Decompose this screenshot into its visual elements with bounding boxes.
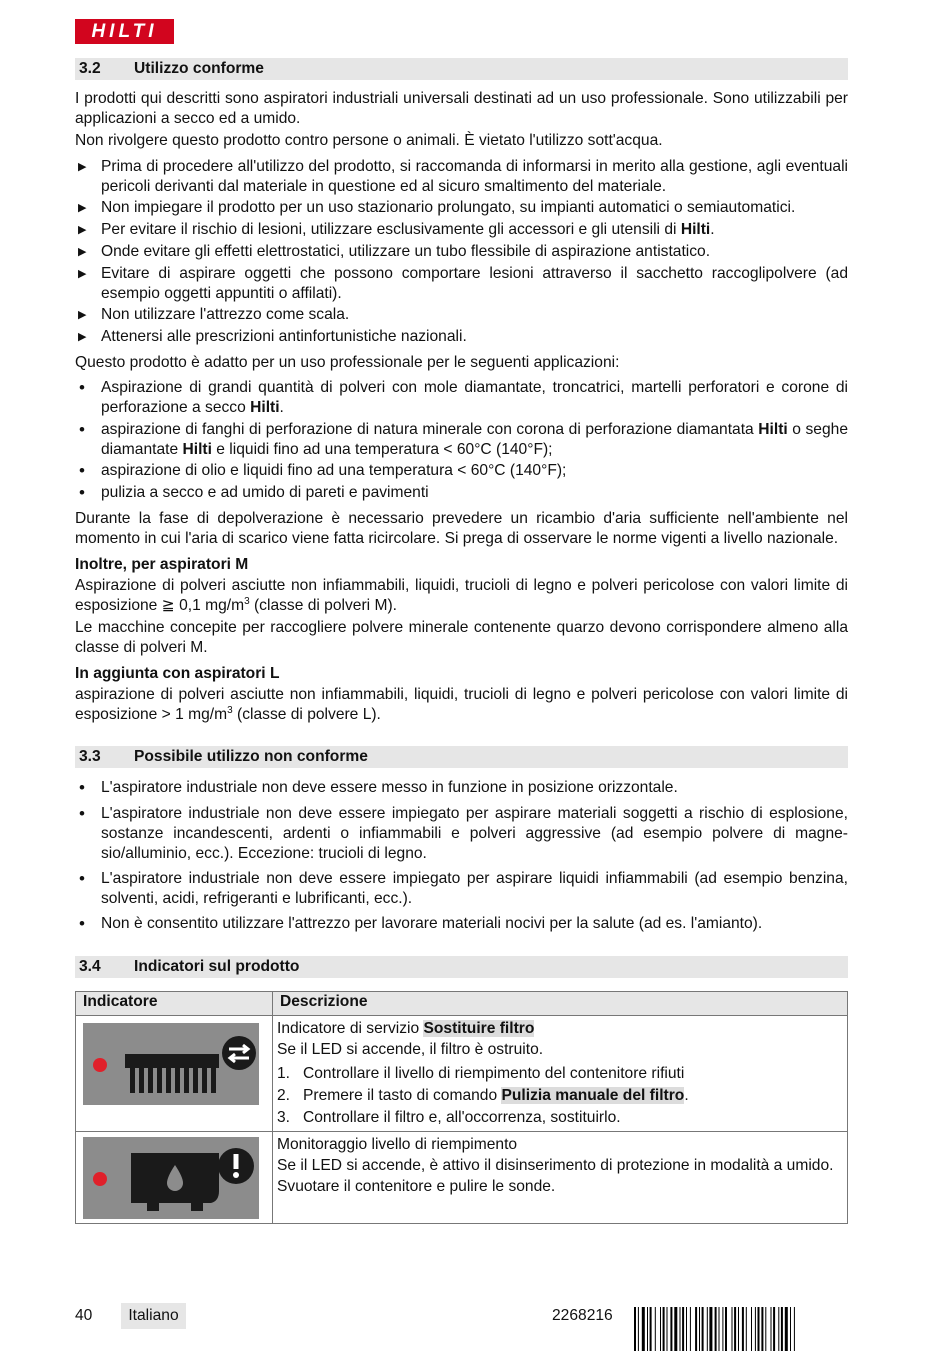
section-number: 3.3	[79, 748, 101, 765]
list-item-text: Non è consentito utilizzare l'attrezzo per lavorare materiali nocivi per la salute (ad es. l'amianto).	[101, 915, 763, 932]
text-run: e liquidi fino ad una temperatura < 60°C (140°F);	[211, 441, 553, 458]
text-run: o seghe diamantate	[101, 421, 848, 458]
superscript: 3	[227, 704, 233, 716]
indicator-meaning: Se il LED si accende, è attivo il disinserimento di protezione in modalità a umido.	[277, 1157, 834, 1174]
bullet-dot-icon: •	[79, 483, 85, 502]
table-row	[76, 1016, 848, 1132]
list-item	[75, 420, 848, 460]
subheading-m-class: Inoltre, per aspiratori M	[75, 556, 249, 573]
section-number: 3.2	[79, 60, 101, 77]
highlighted-term: Pulizia manuale del filtro	[501, 1087, 685, 1104]
indicator-meaning: Se il LED si accende, il filtro è ostruito.	[277, 1041, 544, 1058]
table-header-row	[76, 992, 848, 1016]
bullet-dot-icon: •	[79, 804, 85, 823]
bullet-dot-icon: •	[79, 378, 85, 397]
triangle-bullet-icon: ▶	[78, 224, 87, 236]
triangle-bullet-icon: ▶	[78, 309, 87, 321]
list-item	[75, 869, 848, 909]
description-block	[273, 1016, 847, 1130]
description-cell	[273, 1016, 848, 1132]
fill-level-warning-icon	[83, 1137, 259, 1219]
step-number: 1.	[277, 1065, 291, 1082]
text-run: .	[279, 399, 284, 416]
text-run: Premere il tasto di comando	[303, 1087, 502, 1104]
list-item	[75, 242, 848, 262]
triangle-bullet-icon: ▶	[78, 202, 87, 214]
indicator-title: Monitoraggio livello di riempimento	[277, 1136, 518, 1153]
list-item	[75, 461, 848, 481]
barcode-icon	[634, 1307, 848, 1351]
list-item	[75, 483, 848, 503]
text-run: aspirazione di fanghi di perforazione di natura minerale con corona di perforazione diamantata	[101, 421, 759, 438]
list-item	[277, 1064, 844, 1086]
superscript: 3	[244, 595, 250, 607]
language-label: Italiano	[121, 1303, 186, 1329]
text-run: Aspirazione di grandi quantità di polveri con mole diamantate, troncatrici, martelli perforatori e corone di perforazione a secco	[101, 379, 848, 416]
list-item-text: Non impiegare il prodotto per un uso stazionario prolungato, su impianti automatici o semiautomatici.	[101, 199, 796, 216]
section-title: Indicatori sul prodotto	[134, 958, 300, 975]
brand-name: Hilti	[250, 399, 280, 416]
list-item-text	[101, 220, 848, 240]
section-header-3-4	[75, 956, 848, 978]
list-item	[75, 198, 848, 218]
page-number: 40	[75, 1307, 93, 1324]
description-block	[273, 1132, 847, 1197]
list-item	[75, 264, 848, 304]
list-item-text: pulizia a secco e ad umido di pareti e pavimenti	[101, 484, 429, 501]
subheading-l-class: In aggiunta con aspiratori L	[75, 665, 280, 682]
indicator-cell	[76, 1132, 273, 1224]
list-item-text: L'aspiratore industriale non deve essere impiegato per aspirare materiali soggetti a rischio di esplosione, sostanze incandescenti, ardenti o infiammabili e polveri aggressive (ad esempio polvere di magne-sio/alluminio, ecc.). Eccezione: trucioli di legno.	[101, 805, 848, 862]
list-item	[75, 804, 848, 864]
text-run: aspirazione di polveri asciutte non infiammabili, liquidi, trucioli di legno e polveri pericolose con valori limite di esposizione > 1 mg/m	[75, 686, 848, 723]
indicator-title	[277, 1019, 844, 1039]
brand-name: Hilti	[182, 441, 212, 458]
description-cell	[273, 1132, 848, 1224]
list-item-text: Controllare il filtro e, all'occorrenza, sostituirlo.	[303, 1109, 621, 1126]
list-item-text	[101, 420, 848, 460]
table-row	[76, 1132, 848, 1224]
triangle-bullet-icon: ▶	[78, 161, 87, 173]
bullet-dot-icon: •	[79, 461, 85, 480]
list-item-text: Prima di procedere all'utilizzo del prodotto, si raccomanda di informarsi in merito alla gestione, agli eventuali pericoli derivanti dal materiale in questione ed al sicuro smaltimento del materiale.	[101, 158, 848, 195]
section-header-3-3	[75, 746, 848, 768]
triangle-bullet-icon: ▶	[78, 268, 87, 280]
text-run: (classe di polvere L).	[232, 706, 381, 723]
text-run: Per evitare il rischio di lesioni, utilizzare esclusivamente gli accessori e gli utensili di	[101, 221, 681, 238]
bullet-dot-icon: •	[79, 914, 85, 933]
list-item	[75, 220, 848, 240]
intro-paragraph: I prodotti qui descritti sono aspiratori industriali universali destinati ad un uso professionale. Sono utilizzabili per applicazioni a secco ed a umido.	[75, 90, 848, 127]
hilti-logo-text: HILTI	[91, 21, 158, 42]
list-item	[75, 378, 848, 418]
list-item-text: aspirazione di olio e liquidi fino ad una temperatura < 60°C (140°F);	[101, 462, 567, 479]
list-item	[277, 1086, 844, 1108]
text-run: Indicatore di servizio	[277, 1020, 424, 1037]
document-code: 2268216	[552, 1307, 613, 1324]
list-item-text: Non utilizzare l'attrezzo come scala.	[101, 306, 350, 323]
list-item	[277, 1108, 844, 1130]
list-item	[75, 305, 848, 325]
text-run: .	[684, 1087, 689, 1104]
list-item	[75, 778, 848, 798]
list-item-text: Evitare di aspirare oggetti che possono comportare lesioni attraverso il sacchetto raccoglipolvere (ad esempio oggetti appuntiti o affilati).	[101, 265, 848, 302]
bullet-dot-icon: •	[79, 420, 85, 439]
list-item	[75, 327, 848, 347]
column-header-indicator: Indicatore	[76, 992, 273, 1016]
list-item-text	[101, 378, 848, 418]
text-run: Aspirazione di polveri asciutte non infiammabili, liquidi, trucioli di legno e polveri pericolose con valori limite di esposizione ≧ 0,1 mg/m	[75, 577, 848, 614]
l-class-paragraph	[75, 685, 848, 725]
list-item	[75, 157, 848, 197]
list-item-text: L'aspiratore industriale non deve essere impiegato per aspirare liquidi infiammabili (ad esempio benzina, solventi, acidi, refrigeranti e lubrificanti, ecc.).	[101, 870, 848, 907]
indicator-cell	[76, 1016, 273, 1132]
step-number: 3.	[277, 1109, 291, 1126]
triangle-bullet-icon: ▶	[78, 246, 87, 258]
section-header-3-2	[75, 58, 848, 80]
list-item-text: Onde evitare gli effetti elettrostatici, utilizzare un tubo flessibile di aspirazione antistatico.	[101, 243, 711, 260]
section-number: 3.4	[79, 958, 101, 975]
text-run: .	[710, 221, 715, 238]
quartz-paragraph: Le macchine concepite per raccogliere polvere minerale contenente quarzo devono corrispondere almeno alla classe di polveri M.	[75, 619, 848, 656]
warning-paragraph: Non rivolgere questo prodotto contro persone o animali. È vietato l'utilizzo sott'acqua.	[75, 132, 663, 149]
indicator-action: Svuotare il contenitore e pulire le sonde.	[277, 1178, 556, 1195]
triangle-bullet-icon: ▶	[78, 331, 87, 343]
m-class-paragraph	[75, 576, 848, 616]
hilti-logo	[75, 19, 174, 44]
text-run: (classe di polveri M).	[249, 597, 397, 614]
list-item	[75, 914, 848, 934]
step-number: 2.	[277, 1087, 291, 1104]
highlighted-term: Sostituire filtro	[423, 1020, 535, 1037]
dust-removal-paragraph: Durante la fase di depolverazione è necessario prevedere un ricambio d'aria sufficiente nell'ambiente nel momento in cui l'aria di scarico viene fatta ricircolare. Si prega di osservare le norme vigenti a livello nazionale.	[75, 510, 848, 547]
brand-name: Hilti	[680, 221, 711, 238]
indicators-table	[75, 991, 848, 1224]
section-title: Utilizzo conforme	[134, 60, 264, 77]
applications-intro: Questo prodotto è adatto per un uso professionale per le seguenti applicazioni:	[75, 354, 620, 371]
section-title: Possibile utilizzo non conforme	[134, 748, 368, 765]
brand-name: Hilti	[758, 421, 788, 438]
steps-list	[277, 1064, 844, 1130]
list-item-text: L'aspiratore industriale non deve essere messo in funzione in posizione orizzontale.	[101, 779, 678, 796]
list-item-text: Controllare il livello di riempimento del contenitore rifiuti	[303, 1065, 685, 1082]
list-item-text: Attenersi alle prescrizioni antinfortunistiche nazionali.	[101, 328, 467, 345]
filter-service-icon	[83, 1023, 259, 1105]
column-header-description: Descrizione	[273, 992, 848, 1016]
bullet-dot-icon: •	[79, 778, 85, 797]
bullet-dot-icon: •	[79, 869, 85, 888]
